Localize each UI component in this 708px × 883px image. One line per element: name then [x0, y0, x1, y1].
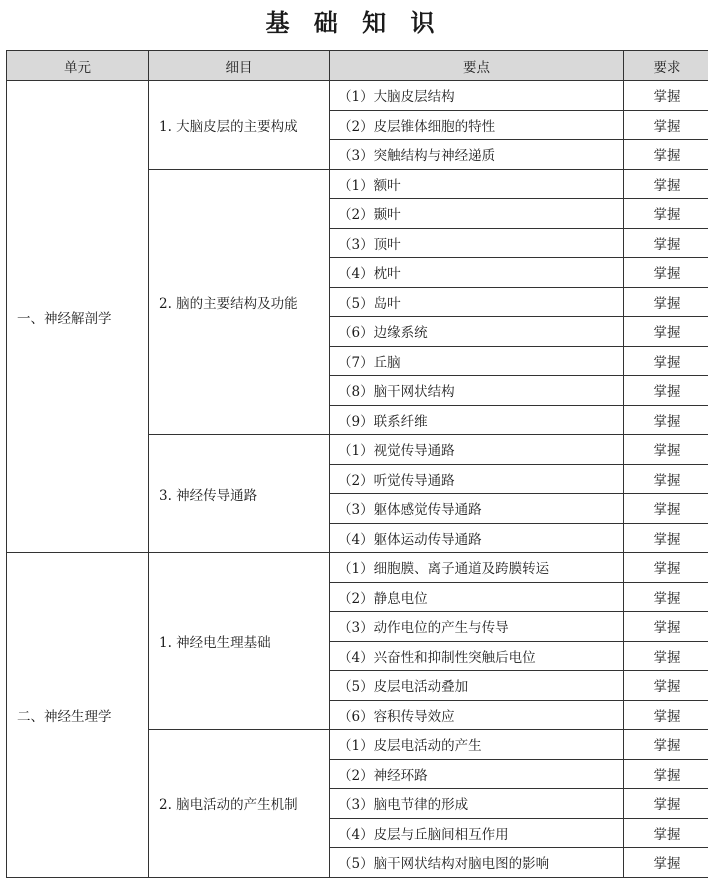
table-row: [7, 81, 708, 111]
sub-item-cell: 2. 脑电活动的产生机制: [149, 730, 330, 878]
requirement-cell: 掌握: [624, 523, 708, 553]
requirement-cell: 掌握: [624, 405, 708, 435]
table-body: [7, 81, 708, 878]
point-cell: （2）皮层锥体细胞的特性: [330, 110, 624, 140]
point-cell: （9）联系纤维: [330, 405, 624, 435]
point-cell: （2）神经环路: [330, 759, 624, 789]
point-cell: （2）静息电位: [330, 582, 624, 612]
header-row: [7, 51, 708, 81]
requirement-cell: 掌握: [624, 789, 708, 819]
point-cell: （5）岛叶: [330, 287, 624, 317]
point-cell: （3）脑电节律的形成: [330, 789, 624, 819]
table-header: [7, 51, 708, 81]
requirement-cell: 掌握: [624, 818, 708, 848]
point-cell: （4）皮层与丘脑间相互作用: [330, 818, 624, 848]
requirement-cell: 掌握: [624, 435, 708, 465]
requirement-cell: 掌握: [624, 199, 708, 229]
requirement-cell: 掌握: [624, 346, 708, 376]
sub-item-cell: 1. 神经电生理基础: [149, 553, 330, 730]
requirement-cell: 掌握: [624, 671, 708, 701]
point-cell: （1）额叶: [330, 169, 624, 199]
point-cell: （3）躯体感觉传导通路: [330, 494, 624, 524]
header-sub: 细目: [149, 51, 330, 81]
point-cell: （6）容积传导效应: [330, 700, 624, 730]
requirement-cell: 掌握: [624, 258, 708, 288]
point-cell: （4）兴奋性和抑制性突触后电位: [330, 641, 624, 671]
point-cell: （4）躯体运动传导通路: [330, 523, 624, 553]
point-cell: （1）大脑皮层结构: [330, 81, 624, 111]
table-row: [7, 553, 708, 583]
requirement-cell: 掌握: [624, 759, 708, 789]
point-cell: （2）颞叶: [330, 199, 624, 229]
sub-item-cell: 1. 大脑皮层的主要构成: [149, 81, 330, 170]
syllabus-table: [6, 50, 708, 878]
requirement-cell: 掌握: [624, 612, 708, 642]
point-cell: （1）皮层电活动的产生: [330, 730, 624, 760]
page-title: 基 础 知 识: [265, 9, 443, 37]
requirement-cell: 掌握: [624, 81, 708, 111]
point-cell: （1）视觉传导通路: [330, 435, 624, 465]
header-req: 要求: [624, 51, 708, 81]
requirement-cell: 掌握: [624, 553, 708, 583]
point-cell: （5）皮层电活动叠加: [330, 671, 624, 701]
unit-cell: 二、神经生理学: [7, 553, 149, 878]
point-cell: （5）脑干网状结构对脑电图的影响: [330, 848, 624, 878]
sub-item-cell: 2. 脑的主要结构及功能: [149, 169, 330, 435]
requirement-cell: 掌握: [624, 376, 708, 406]
header-point: 要点: [330, 51, 624, 81]
requirement-cell: 掌握: [624, 641, 708, 671]
requirement-cell: 掌握: [624, 494, 708, 524]
unit-cell: 一、神经解剖学: [7, 81, 149, 553]
point-cell: （3）顶叶: [330, 228, 624, 258]
requirement-cell: 掌握: [624, 110, 708, 140]
requirement-cell: 掌握: [624, 848, 708, 878]
point-cell: （3）突触结构与神经递质: [330, 140, 624, 170]
requirement-cell: 掌握: [624, 287, 708, 317]
sub-item-cell: 3. 神经传导通路: [149, 435, 330, 553]
point-cell: （7）丘脑: [330, 346, 624, 376]
requirement-cell: 掌握: [624, 464, 708, 494]
header-unit: 单元: [7, 51, 149, 81]
requirement-cell: 掌握: [624, 169, 708, 199]
requirement-cell: 掌握: [624, 700, 708, 730]
requirement-cell: 掌握: [624, 582, 708, 612]
requirement-cell: 掌握: [624, 228, 708, 258]
point-cell: （4）枕叶: [330, 258, 624, 288]
point-cell: （1）细胞膜、离子通道及跨膜转运: [330, 553, 624, 583]
requirement-cell: 掌握: [624, 730, 708, 760]
point-cell: （8）脑干网状结构: [330, 376, 624, 406]
point-cell: （2）听觉传导通路: [330, 464, 624, 494]
requirement-cell: 掌握: [624, 140, 708, 170]
point-cell: （3）动作电位的产生与传导: [330, 612, 624, 642]
point-cell: （6）边缘系统: [330, 317, 624, 347]
requirement-cell: 掌握: [624, 317, 708, 347]
